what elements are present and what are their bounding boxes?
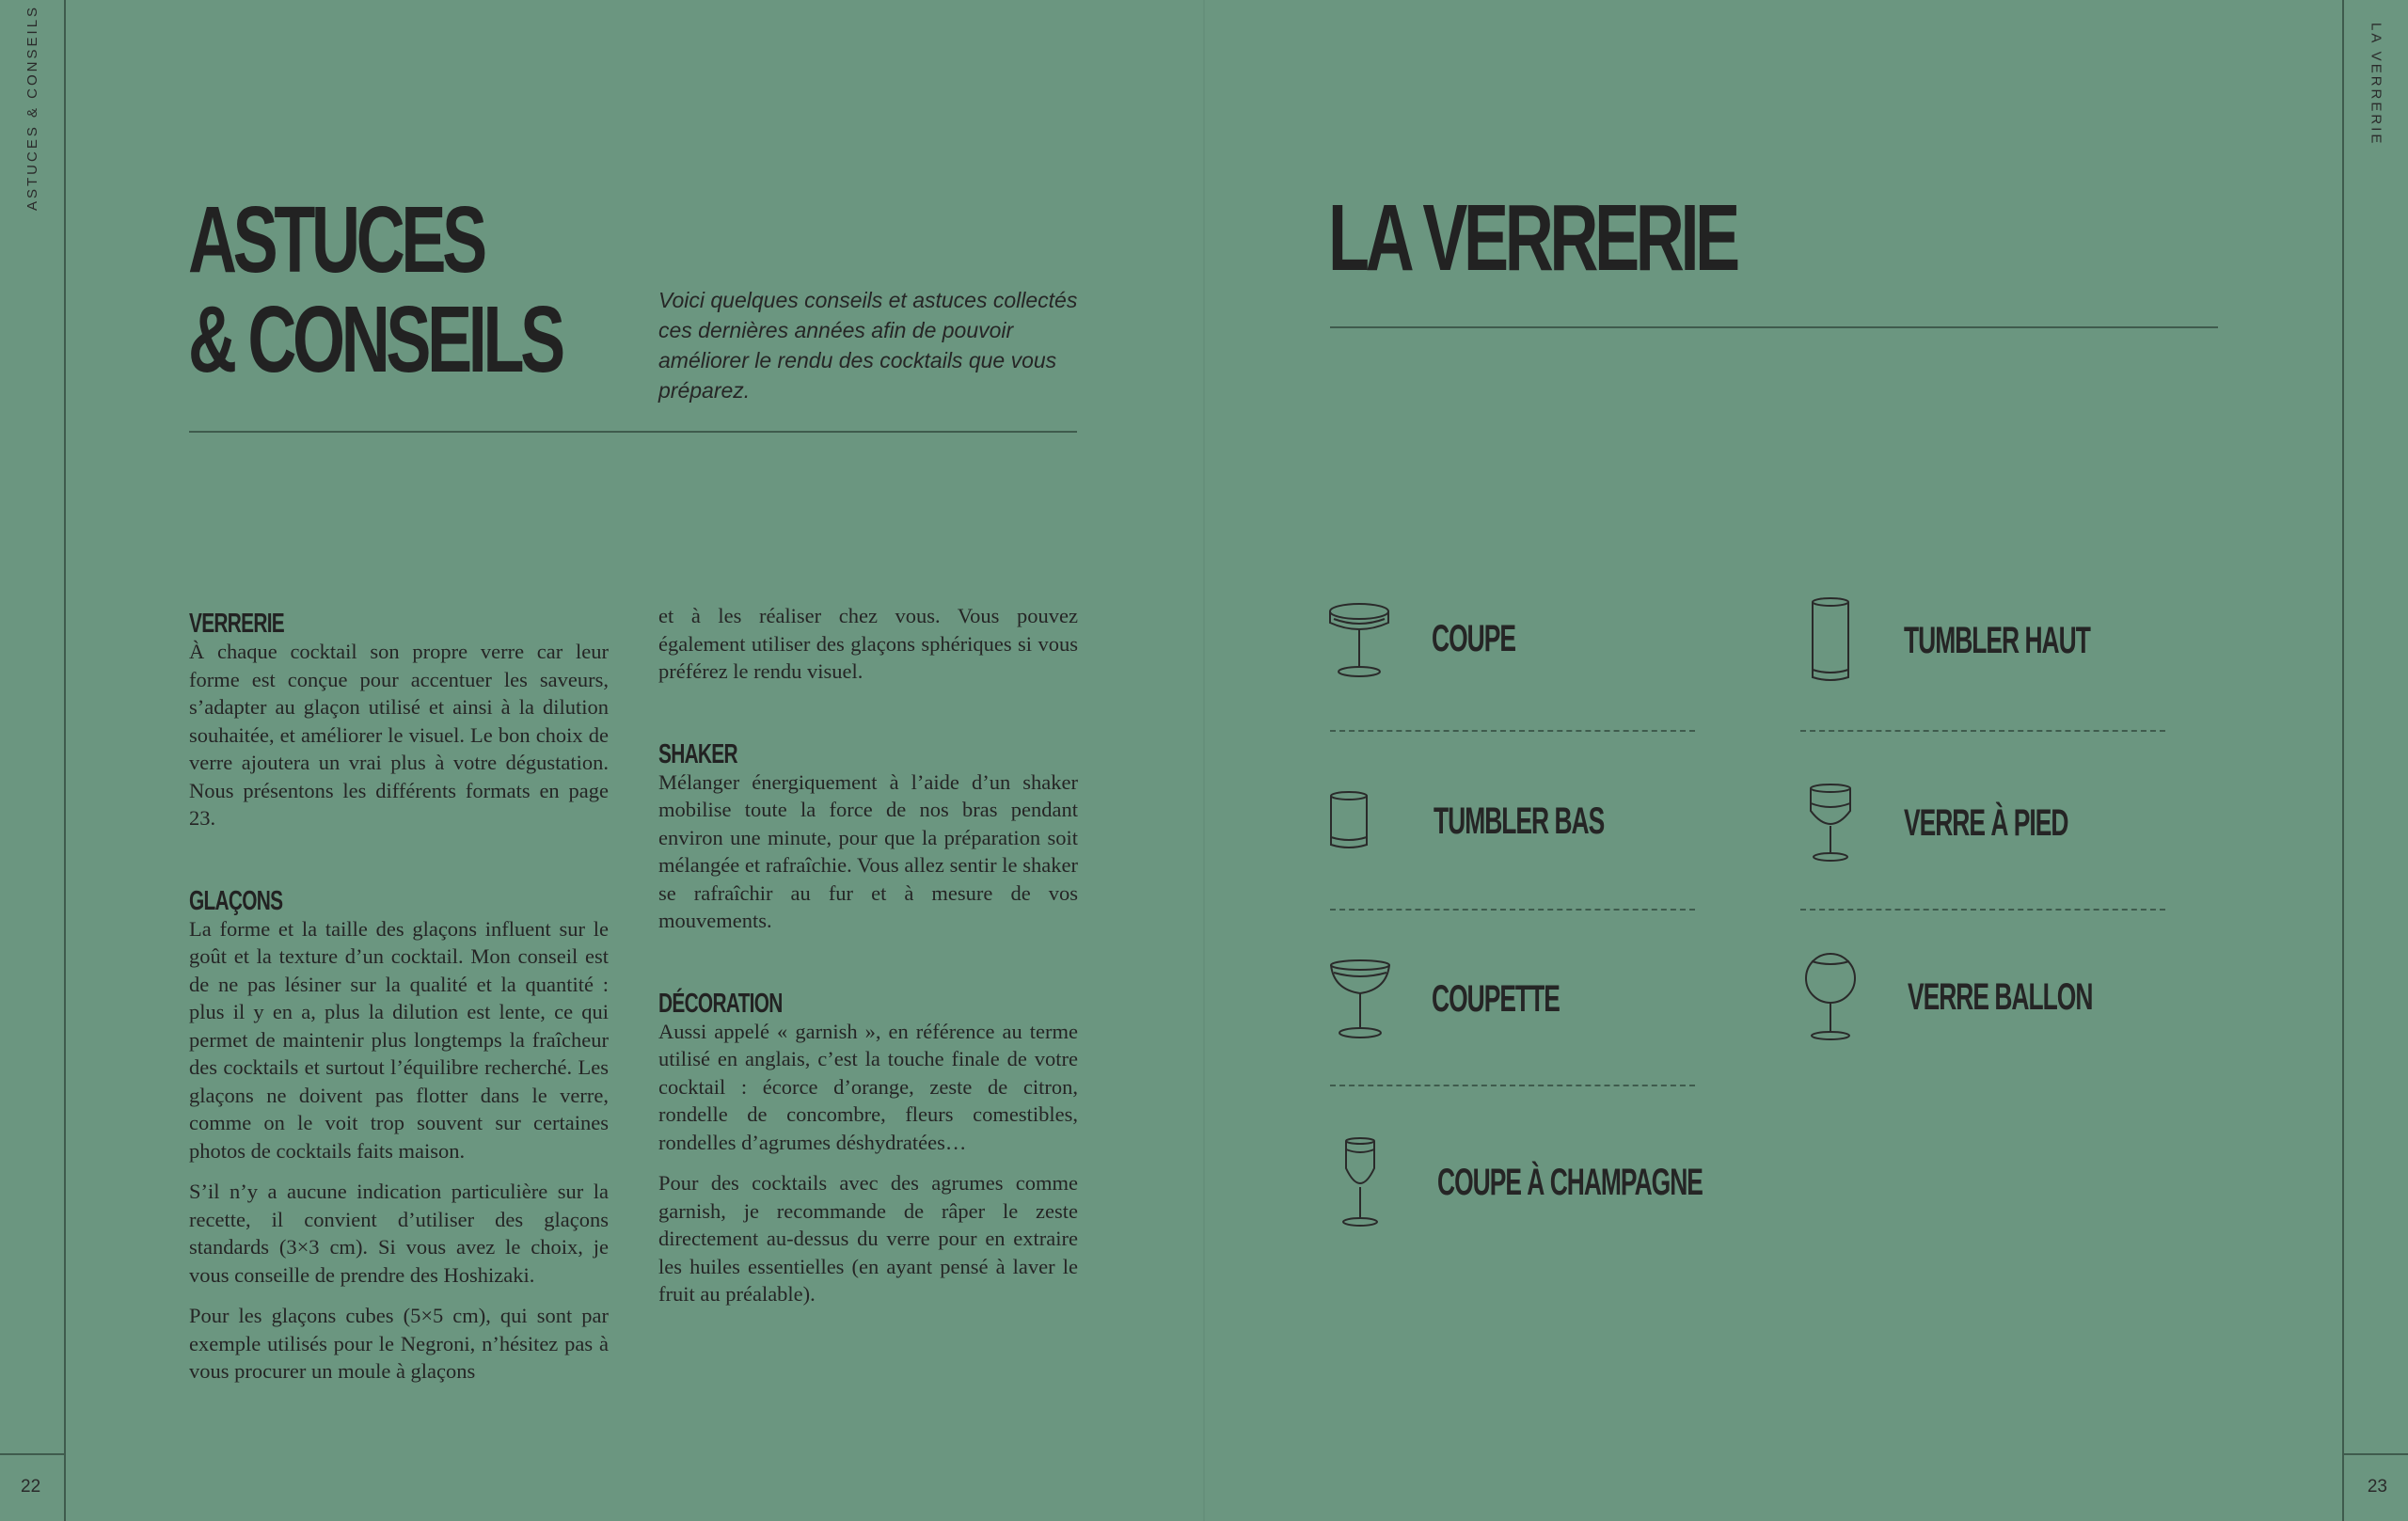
intro-text: Voici quelques conseils et astuces collectés ces dernières années afin de pouvoir améliorer le rendu des cocktails que vous préparez. <box>658 288 1078 403</box>
row-divider-1a <box>1330 730 1695 732</box>
right-page-title: LA VERRERIE <box>1328 185 1736 291</box>
section-title-shaker: SHAKER <box>658 738 737 769</box>
row-divider-1b <box>1800 730 2165 732</box>
section-text-glacons-p1: La forme et la taille des glaçons influent sur le goût et la texture d’un cocktail. Mon conseil est de ne pas lésiner sur la qualité et la quantité : plus il y en a, plus la dilution est lente, ce qui permet de maintenir plus longtemps la fraîcheur des cocktails et surtout l’équilibre recherché. Les glaçons ne doivent pas flotter dans le verre, comme on le voit trop souvent sur certaines photos de cocktails faits maison. <box>189 916 609 1163</box>
section-title-verrerie: VERRERIE <box>189 609 284 639</box>
section-text-glacons-p3: Pour les glaçons cubes (5×5 cm), qui sont par exemple utilisés pour le Negroni, n’hésitez pas à vous procurer un moule à glaçons <box>189 1304 609 1383</box>
title-line-1: ASTUCES <box>188 187 483 293</box>
glass-label-tumbler-haut: TUMBLER HAUT <box>1904 619 2090 661</box>
highball-glass-icon <box>1810 596 1851 685</box>
champagne-flute-icon <box>1336 1136 1385 1228</box>
glass-item-tumbler-bas <box>1328 790 1692 852</box>
left-page-title <box>188 187 562 392</box>
right-page-number: 23 <box>2367 1477 2387 1497</box>
section-title-glacons: GLAÇONS <box>189 885 283 916</box>
stemmed-glass-icon <box>1808 783 1853 863</box>
glass-item-verre-ballon <box>1802 952 2188 1042</box>
right-margin-band <box>2342 0 2408 1453</box>
left-column-2 <box>658 602 1078 1308</box>
glass-label-coupette: COUPETTE <box>1432 977 1560 1020</box>
row-divider-2a <box>1330 909 1695 911</box>
glass-label-tumbler-bas: TUMBLER BAS <box>1434 800 1605 842</box>
glass-item-tumbler-haut <box>1810 596 2186 685</box>
left-running-header: ASTUCES & CONSEILS <box>24 4 40 211</box>
title-divider <box>189 431 1077 433</box>
glass-item-coupette <box>1328 958 1625 1040</box>
section-text-verrerie: À chaque cocktail son propre verre car leur forme est conçue pour accentuer les saveurs, s’adapter au glaçon utilisé et ainsi à la dilution souhaitée, et améliorer le visuel. Le bon choix de verre ajoutera un vrai plus à votre dégustation. Nous présentons les différents formats en page 23. <box>189 640 609 830</box>
section-title-decoration: DÉCORATION <box>658 988 783 1019</box>
glass-label-verre-a-pied: VERRE À PIED <box>1904 801 2068 844</box>
left-margin-band <box>0 0 66 1453</box>
left-page-number: 22 <box>21 1477 41 1497</box>
glass-label-coupe-a-champagne: COUPE À CHAMPAGNE <box>1437 1161 1703 1203</box>
glass-item-coupe <box>1328 598 1559 679</box>
section-text-decoration-p1: Aussi appelé « garnish », en référence au terme utilisé en anglais, c’est la touche finale de votre cocktail : écorce d’orange, zeste de citron, rondelle de concombre, fleurs comestibles, rondelles d’agrumes déshydratées… <box>658 1019 1078 1154</box>
glass-item-verre-a-pied <box>1808 783 2152 863</box>
section-text-glacons-continued: et à les réaliser chez vous. Vous pouvez également utiliser des glaçons sphériques si vous préférez le rendu visuel. <box>658 604 1078 683</box>
rocks-glass-icon <box>1328 790 1370 852</box>
coupe-glass-icon <box>1328 598 1394 679</box>
balloon-glass-icon <box>1802 952 1859 1042</box>
left-column-1 <box>189 610 609 1386</box>
right-running-header: LA VERRERIE <box>2368 23 2384 147</box>
glass-label-verre-ballon: VERRE BALLON <box>1908 975 2093 1018</box>
section-text-glacons-p2: S’il n’y a aucune indication particulière sur la recette, il convient d’utiliser des glaçons standards (3×3 cm). Si vous avez le choix, je vous conseille de prendre des Hoshizaki. <box>189 1180 609 1287</box>
coupette-glass-icon <box>1328 958 1394 1040</box>
glass-item-coupe-a-champagne <box>1336 1136 1839 1228</box>
right-title-divider <box>1330 326 2218 328</box>
center-gutter <box>1203 0 1205 1521</box>
row-divider-3a <box>1330 1085 1695 1086</box>
glass-label-coupe: COUPE <box>1432 617 1515 659</box>
section-text-decoration-p2: Pour des cocktails avec des agrumes comme garnish, je recommande de râper le zeste directement au-dessus du verre pour en extraire les huiles essentielles (en ayant pensé à laver le fruit au préalable). <box>658 1171 1078 1306</box>
row-divider-2b <box>1800 909 2165 911</box>
title-line-2: & CONSEILS <box>188 287 562 392</box>
section-text-shaker: Mélanger énergiquement à l’aide d’un shaker mobilise toute la force de nos bras pendant environ une minute, pour que la préparation soit mélangée et rafraîchie. Vous allez sentir le shaker se rafraîchir au fur et à mesure de vos mouvements. <box>658 769 1078 932</box>
